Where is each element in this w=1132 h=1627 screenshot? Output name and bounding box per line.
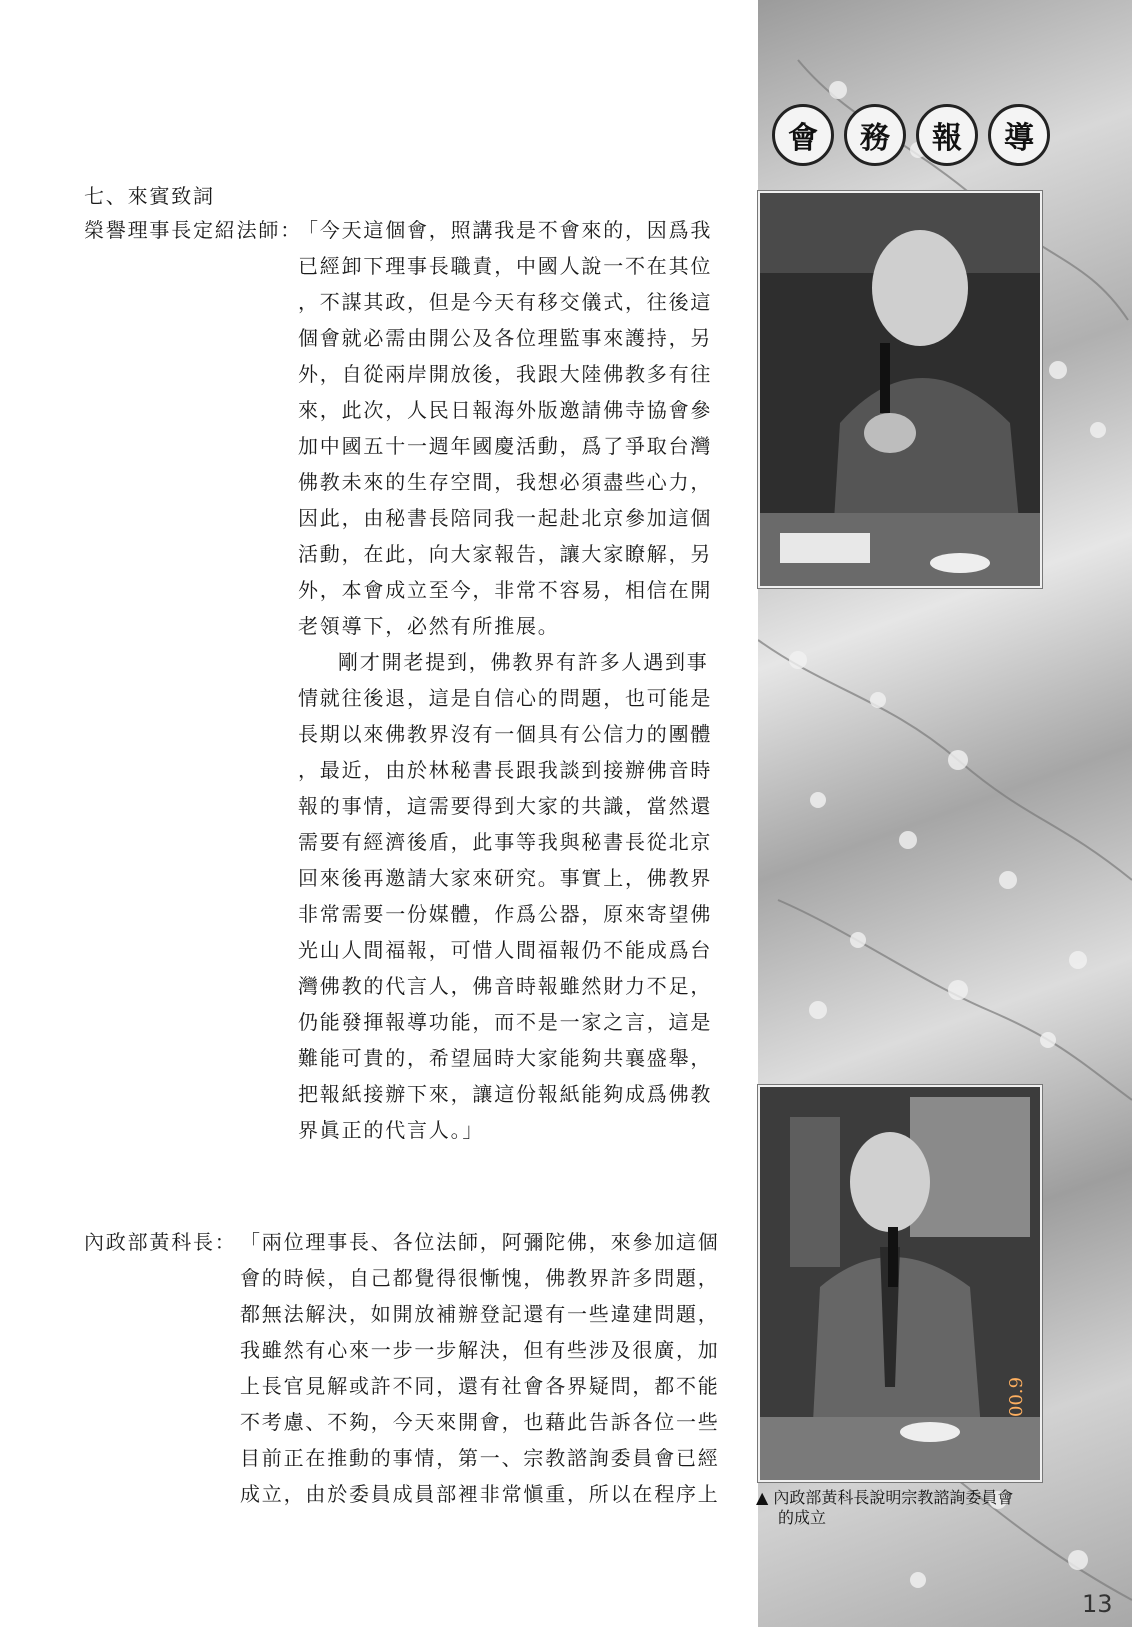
badge-char: 會 xyxy=(772,104,834,166)
speech-line: 目前正在推動的事情，第一、宗教諮詢委員會已經 xyxy=(240,1446,720,1470)
photo-official-speaking xyxy=(758,1085,1042,1482)
badge-char: 務 xyxy=(844,104,906,166)
speaker-label: 榮譽理事長定紹法師： xyxy=(84,218,302,242)
speech-line: 會的時候，自己都覺得很慚愧，佛教界許多問題， xyxy=(240,1266,720,1290)
speech-line: 加中國五十一週年國慶活動，爲了爭取台灣 xyxy=(298,434,713,458)
photo-date-stamp: 00.9 xyxy=(1006,1376,1027,1417)
speech-line: 都無法解決，如開放補辦登記還有一些違建問題， xyxy=(240,1302,720,1326)
speech-line: 已經卸下理事長職責，中國人說一不在其位 xyxy=(298,254,713,278)
speech-line: 個會就必需由開公及各位理監事來護持，另 xyxy=(298,326,713,350)
speech-line: 光山人間福報，可惜人間福報仍不能成爲台 xyxy=(298,938,713,962)
speech-body xyxy=(240,1224,720,1512)
speech-line: 非常需要一份媒體，作爲公器，原來寄望佛 xyxy=(298,902,713,926)
speech-line: 來，此次，人民日報海外版邀請佛寺協會參 xyxy=(298,398,713,422)
section-title-badges xyxy=(772,104,1050,166)
photo-caption xyxy=(756,1488,1056,1528)
speech-line: 報的事情，這需要得到大家的共識，當然還 xyxy=(298,794,713,818)
caption-line: ▲ 內政部黃科長說明宗教諮詢委員會 xyxy=(756,1488,1014,1507)
speech-line: 難能可貴的，希望屆時大家能夠共襄盛舉， xyxy=(298,1046,713,1070)
speech-line: 上長官見解或許不同，還有社會各界疑問，都不能 xyxy=(240,1374,720,1398)
speech-line: ，不謀其政，但是今天有移交儀式，往後這 xyxy=(298,290,713,314)
speech-line: 需要有經濟後盾，此事等我與秘書長從北京 xyxy=(298,830,713,854)
page-number: 13 xyxy=(1082,1590,1113,1618)
badge-char: 導 xyxy=(988,104,1050,166)
speech-line: 因此，由秘書長陪同我一起赴北京參加這個 xyxy=(298,506,713,530)
speech-line: 剛才開老提到，佛教界有許多人遇到事 xyxy=(338,650,709,674)
speech-line: 情就往後退，這是自信心的問題，也可能是 xyxy=(298,686,713,710)
speech-line: 「兩位理事長、各位法師，阿彌陀佛，來參加這個 xyxy=(240,1230,720,1254)
speech-line: 佛教未來的生存空間，我想必須盡些心力， xyxy=(298,470,713,494)
caption-line: 的成立 xyxy=(778,1508,827,1527)
speech-line: 仍能發揮報導功能，而不是一家之言，這是 xyxy=(298,1010,713,1034)
speech-line: 不考慮、不夠，今天來開會，也藉此告訴各位一些 xyxy=(240,1410,720,1434)
speech-line: 活動，在此，向大家報告，讓大家瞭解，另 xyxy=(298,542,713,566)
speech-line: 界眞正的代言人。」 xyxy=(298,1118,485,1142)
speech-line: 把報紙接辦下來，讓這份報紙能夠成爲佛教 xyxy=(298,1082,713,1106)
speech-line: 我雖然有心來一步一步解決，但有些涉及很廣，加 xyxy=(240,1338,720,1362)
photo-monk-speaking xyxy=(758,191,1042,588)
speech-line: 外，本會成立至今，非常不容易，相信在開 xyxy=(298,578,713,602)
speech-line: 回來後再邀請大家來研究。事實上，佛教界 xyxy=(298,866,713,890)
speech-line: ，最近，由於林秘書長跟我談到接辦佛音時 xyxy=(298,758,713,782)
section-heading: 七、來賓致詞 xyxy=(84,184,215,208)
speech-line: 「今天這個會，照講我是不會來的，因爲我 xyxy=(298,218,713,242)
badge-char: 報 xyxy=(916,104,978,166)
speech-line: 灣佛教的代言人，佛音時報雖然財力不足， xyxy=(298,974,713,998)
speaker-label: 內政部黃科長： xyxy=(84,1230,237,1254)
speech-line: 外，自從兩岸開放後，我跟大陸佛教多有往 xyxy=(298,362,713,386)
speech-body xyxy=(298,212,712,1148)
speech-line: 成立，由於委員成員部裡非常愼重，所以在程序上 xyxy=(240,1482,720,1506)
speech-line: 長期以來佛教界沒有一個具有公信力的團體 xyxy=(298,722,713,746)
speech-line: 老領導下，必然有所推展。 xyxy=(298,614,560,638)
